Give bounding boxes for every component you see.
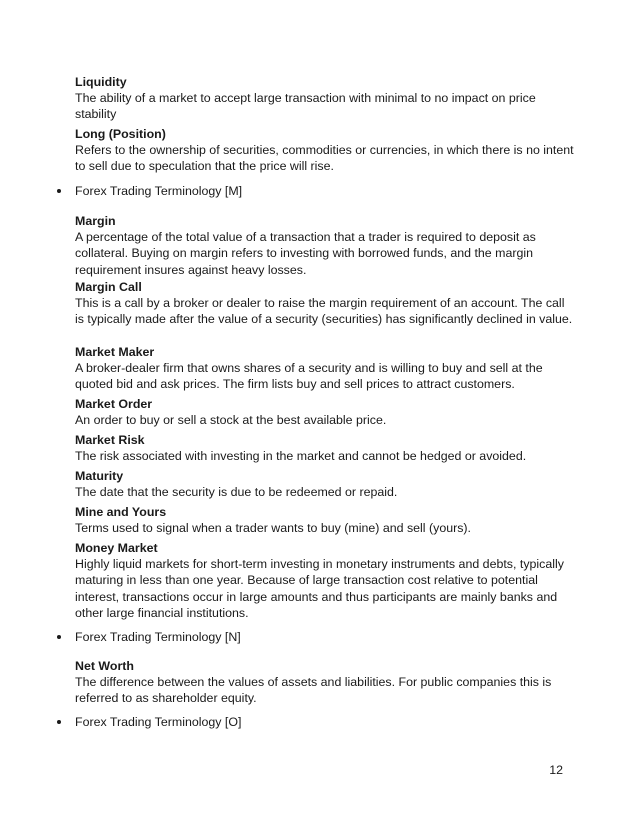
term-definition: An order to buy or sell a stock at the best available price.: [75, 413, 387, 428]
term-title: Money Market: [75, 541, 158, 555]
term-definition: The difference between the values of assets and liabilities. For public companies this is referred to as shareholder equity.: [75, 675, 552, 706]
glossary-entry-margin: [75, 213, 575, 278]
page-number: 12: [549, 763, 563, 777]
section-heading: Forex Trading Terminology [O]: [75, 715, 242, 729]
term-title: Market Order: [75, 397, 153, 411]
term-title: Long (Position): [75, 127, 166, 141]
term-title: Net Worth: [75, 659, 134, 673]
glossary-entry-liquidity: [75, 74, 575, 123]
term-definition: Highly liquid markets for short-term investing in monetary instruments and debts, typically maturing in less than one year. Because of large transaction cost relative to potential interest, transactions occur in large amounts and thus participants are mainly banks and other large financial institutions.: [75, 557, 564, 620]
term-definition: Terms used to signal when a trader wants to buy (mine) and sell (yours).: [75, 521, 471, 536]
term-title: Margin Call: [75, 280, 142, 294]
glossary-entry-market-order: [75, 396, 575, 428]
bullet-icon: [57, 720, 61, 724]
term-definition: This is a call by a broker or dealer to raise the margin requirement of an account. The call is typically made after the value of a security (securities) has significantly declined in value.: [75, 296, 573, 327]
term-title: Market Risk: [75, 433, 145, 447]
term-definition: The date that the security is due to be redeemed or repaid.: [75, 485, 398, 500]
section-heading: Forex Trading Terminology [M]: [75, 184, 243, 198]
glossary-entry-money-market: [75, 540, 575, 621]
term-title: Margin: [75, 214, 116, 228]
bullet-icon: [57, 635, 61, 639]
term-title: Maturity: [75, 469, 124, 483]
glossary-entry-market-maker: [75, 344, 575, 393]
term-definition: The ability of a market to accept large transaction with minimal to no impact on price stability: [75, 91, 536, 122]
bullet-icon: [57, 189, 61, 193]
term-definition: Refers to the ownership of securities, commodities or currencies, in which there is no intent to sell due to speculation that the price will rise.: [75, 143, 574, 174]
glossary-entry-maturity: [75, 468, 575, 500]
section-heading: Forex Trading Terminology [N]: [75, 630, 241, 644]
glossary-entry-long-position: [75, 126, 575, 175]
glossary-entry-net-worth: [75, 658, 575, 707]
glossary-entry-margin-call: [75, 279, 575, 328]
term-definition: A broker-dealer firm that owns shares of a security and is willing to buy and sell at the quoted bid and ask prices. The firm lists buy and sell prices to attract customers.: [75, 361, 543, 392]
term-definition: The risk associated with investing in the market and cannot be hedged or avoided.: [75, 449, 527, 464]
term-title: Market Maker: [75, 345, 155, 359]
glossary-entry-market-risk: [75, 432, 575, 464]
term-title: Liquidity: [75, 75, 127, 89]
glossary-entry-mine-and-yours: [75, 504, 575, 536]
term-definition: A percentage of the total value of a transaction that a trader is required to deposit as collateral. Buying on margin refers to investing with borrowed funds, and the margin requirement insures against heavy losses.: [75, 230, 536, 277]
term-title: Mine and Yours: [75, 505, 167, 519]
